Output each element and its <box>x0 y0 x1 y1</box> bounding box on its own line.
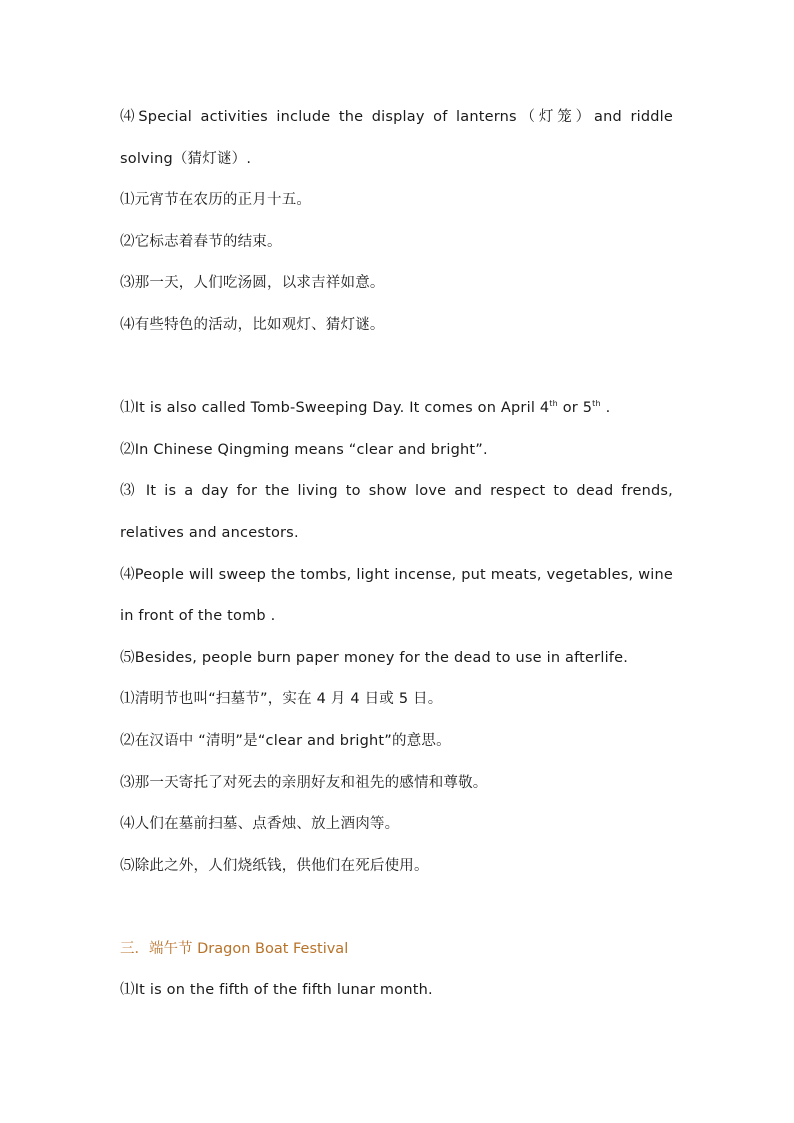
qingming-zh-1: ⑴清明节也叫“扫墓节”，实在 4 月 4 日或 5 日。 <box>120 691 443 708</box>
qingming-zh-4: ⑷人们在墓前扫墓、点香烛、放上酒肉等。 <box>120 816 400 833</box>
qingming-zh-2: ⑵在汉语中 “清明”是“clear and bright”的意思。 <box>120 732 451 749</box>
qingming-en-2: ⑵In Chinese Qingming means “clear and bright”. <box>120 441 488 458</box>
qingming-en-1 <box>120 388 673 430</box>
section-heading-dragon-boat: 三．端午节 Dragon Boat Festival <box>120 940 349 957</box>
document-body <box>120 97 673 1012</box>
qingming-en-1-post: . <box>600 400 611 417</box>
qingming-en-1-mid: or 5 <box>557 400 593 417</box>
lantern-zh-2: ⑵它标志着春节的结束。 <box>120 233 282 250</box>
section-gap <box>120 347 673 389</box>
qingming-zh-3: ⑶那一天寄托了对死去的亲朋好友和祖先的感情和尊敬。 <box>120 774 488 791</box>
qingming-en-5: ⑸Besides, people burn paper money for the dead to use in afterlife. <box>120 649 629 666</box>
qingming-en-3: ⑶ It is a day for the living to show love and respect to dead frends, relatives and ancestors. <box>120 483 673 541</box>
qingming-en-1-pre: ⑴It is also called Tomb-Sweeping Day. It comes on April 4 <box>120 400 550 417</box>
lantern-en-4-line-b: solving（猜灯谜）. <box>120 150 252 167</box>
qingming-zh-5: ⑸除此之外，人们烧纸钱，供他们在死后使用。 <box>120 857 429 874</box>
qingming-en-4: ⑷People will sweep the tombs, light incense, put meats, vegetables, wine in front of the tomb . <box>120 566 673 625</box>
section-gap <box>120 887 673 929</box>
lantern-zh-4: ⑷有些特色的活动，比如观灯、猜灯谜。 <box>120 316 385 333</box>
dragon-en-1: ⑴It is on the fifth of the fifth lunar month. <box>120 982 433 999</box>
lantern-zh-1: ⑴元宵节在农历的正月十五。 <box>120 192 312 209</box>
ordinal-suffix: th <box>592 399 601 409</box>
lantern-zh-3: ⑶那一天，人们吃汤圆，以求吉祥如意。 <box>120 275 385 292</box>
ordinal-suffix: th <box>549 399 558 409</box>
lantern-en-4-line-a: ⑷Special activities include the display of lanterns（灯笼）and riddle <box>120 109 673 125</box>
